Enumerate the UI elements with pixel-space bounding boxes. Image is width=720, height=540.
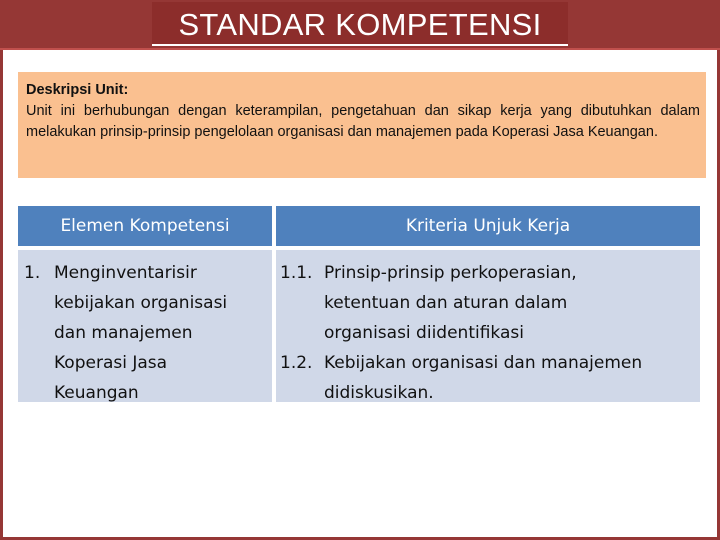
elemen-line: Keuangan: [54, 383, 139, 403]
page-title: STANDAR KOMPETENSI: [178, 7, 542, 42]
kriteria-item: [276, 348, 700, 408]
elemen-item: [18, 258, 272, 408]
elemen-cell: [18, 250, 272, 402]
elemen-line: Koperasi Jasa: [54, 353, 168, 373]
elemen-line: dan manajemen: [54, 323, 193, 343]
header-kriteria-unjuk-kerja: Kriteria Unjuk Kerja: [276, 206, 700, 246]
kriteria-item: [276, 258, 700, 348]
description-label: Deskripsi Unit:: [26, 82, 129, 98]
elemen-line: Menginventarisir: [54, 263, 197, 283]
title-bar: [0, 0, 720, 50]
kriteria-number: 1.2.: [280, 353, 313, 373]
kriteria-line: ketentuan dan aturan dalam: [324, 293, 568, 313]
elemen-line: kebijakan organisasi: [54, 293, 228, 313]
description-text: Unit ini berhubungan dengan keterampilan, pengetahuan dan sikap kerja yang dibutuhkan dalam melakukan prinsip-prinsip pengelolaan organisasi dan manajemen pada Koperasi Jasa Keuangan.: [26, 103, 700, 140]
description-box: [18, 72, 706, 178]
kriteria-number: 1.1.: [280, 263, 313, 283]
kriteria-cell: [276, 250, 700, 402]
kriteria-line: Kebijakan organisasi dan manajemen: [324, 353, 643, 373]
header-elemen-kompetensi: Elemen Kompetensi: [18, 206, 272, 246]
elemen-number: 1.: [24, 263, 41, 283]
kriteria-line: Prinsip-prinsip perkoperasian,: [324, 263, 577, 283]
kriteria-line: didiskusikan.: [324, 383, 434, 403]
kriteria-line: organisasi diidentifikasi: [324, 323, 524, 343]
